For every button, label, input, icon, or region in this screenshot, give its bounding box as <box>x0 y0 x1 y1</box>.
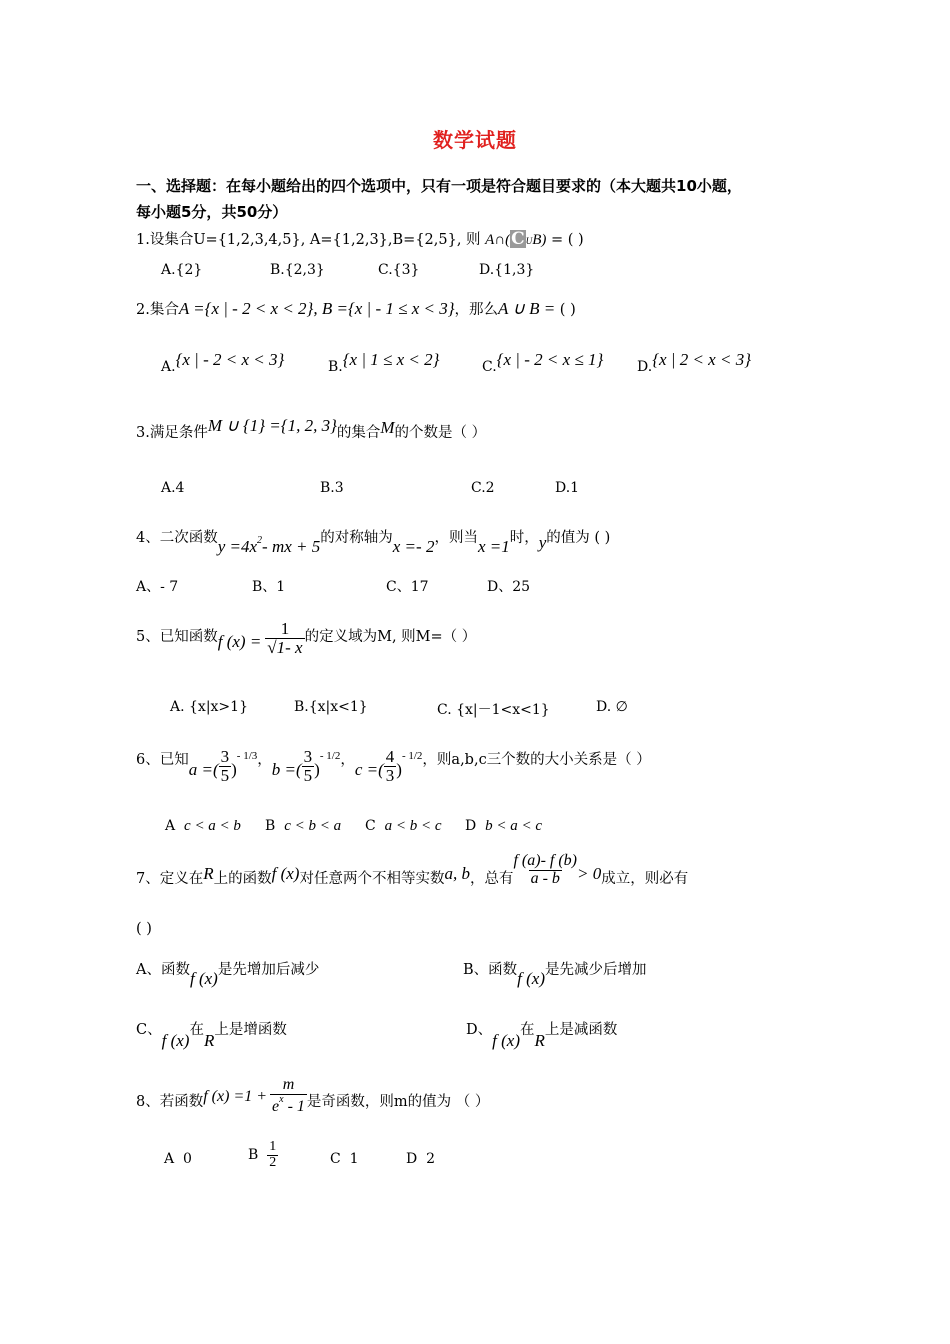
q8-prefix: 8、若函数 <box>136 1094 204 1110</box>
question-8 <box>136 1077 489 1116</box>
q4-mid: 的对称轴为 <box>320 530 393 546</box>
q7-option-c-text: 上是增函数 <box>214 1022 287 1038</box>
q2-option-d-expr: {x | 2 < x < 3} <box>652 350 751 369</box>
q8-den-rest: - 1 <box>287 1097 305 1115</box>
q6-c-num: 4 <box>385 747 395 766</box>
q7-option-b <box>463 958 647 988</box>
q6-option-d-letter: D <box>465 818 477 834</box>
q3-mid: 的集合 <box>336 425 381 441</box>
q7-mid2: 对任意两个不相等实数 <box>299 871 445 887</box>
q7-option-c-f: f (x) <box>161 1031 190 1050</box>
q6-c-close: ) <box>396 760 402 779</box>
q6-option-a-letter: A <box>165 818 176 834</box>
q7-option-c <box>136 1018 287 1050</box>
q8-numerator: m <box>282 1076 295 1093</box>
q6-option-c <box>365 818 442 835</box>
q8-option-b-den: 2 <box>269 1154 277 1170</box>
q1-expr-b: B) <box>532 232 547 248</box>
q8-lhs: f (x) =1 + <box>203 1088 268 1105</box>
complement-symbol: C <box>511 229 525 249</box>
q1-option-a: A.{2} <box>161 262 203 278</box>
q3-option-b: B.3 <box>320 480 344 496</box>
q6-option-d-expr: b < a < c <box>485 818 543 834</box>
q5-option-c: C. {x|－1<x<1} <box>437 702 550 718</box>
q7-option-d-text: 上是减函数 <box>544 1022 618 1038</box>
q6-b-den: 5 <box>303 765 313 785</box>
q6-b-exp: - 1/2 <box>319 750 341 762</box>
q6-a-den: 5 <box>220 765 230 785</box>
q6-c-den: 3 <box>385 765 395 785</box>
q4-option-b: B、1 <box>252 579 286 595</box>
question-4 <box>136 515 610 554</box>
q2-option-b-letter: B. <box>328 359 343 375</box>
q8-option-b-fraction <box>267 1140 278 1170</box>
q3-m: M <box>380 418 395 437</box>
q1-option-b: B.{2,3} <box>270 262 325 278</box>
page-title: 数学试题 <box>433 128 517 152</box>
q7-f: f (x) <box>271 864 300 883</box>
q7-option-a-letter: A、函数 <box>136 962 190 978</box>
q8-option-b-letter: B <box>248 1147 259 1164</box>
q5-prefix: 5、已知函数 <box>136 629 218 645</box>
q7-option-b-f: f (x) <box>517 969 545 988</box>
q5-denominator: √1- x <box>267 637 303 657</box>
q7-option-d-letter: D、 <box>466 1022 493 1038</box>
question-7 <box>136 853 688 888</box>
q8-option-b-num: 1 <box>269 1139 277 1154</box>
q7-option-d <box>466 1018 618 1050</box>
q6-b-num: 3 <box>303 747 313 766</box>
q5-fraction <box>265 620 304 657</box>
q1-complement-sub: U <box>525 236 533 246</box>
q5-lhs: f (x) = <box>217 632 262 651</box>
q1-option-d: D.{1,3} <box>479 262 535 278</box>
q3-option-c: C.2 <box>471 480 495 496</box>
question-1 <box>136 228 584 249</box>
q7-paren: ( ) <box>136 921 152 937</box>
q5-numerator: 1 <box>280 619 290 638</box>
q6-a-fraction <box>219 748 232 785</box>
q4-option-a: A、- 7 <box>136 579 179 595</box>
q4-mid2: ，则当 <box>434 530 478 546</box>
q4-option-d: D、25 <box>487 579 531 595</box>
q3-expr: M ∪ {1} ={1, 2, 3} <box>207 416 337 435</box>
q7-gt: > 0 <box>577 864 602 883</box>
q1-expr-a: A∩( <box>485 232 511 248</box>
question-5 <box>136 620 476 657</box>
q4-expr-y: y =4x <box>217 537 258 556</box>
q6-a-close: ) <box>231 760 237 779</box>
q2-suffix: ( ) <box>559 302 576 318</box>
q6-suffix: ，则a,b,c三个数的大小关系是（ ） <box>422 752 651 768</box>
q8-option-a-val: 0 <box>183 1151 192 1167</box>
q2-option-b-expr: {x | 1 ≤ x < 2} <box>342 350 440 369</box>
q7-numerator: f (a)- f (b) <box>513 852 577 869</box>
q6-b: b =( <box>271 760 302 779</box>
q2-option-c <box>482 350 604 376</box>
q6-option-b-expr: c < b < a <box>284 818 342 834</box>
q7-suffix: 成立，则必有 <box>601 871 689 887</box>
q2-expr2: A ∪ B = <box>498 299 556 318</box>
q6-b-close: ) <box>314 760 320 779</box>
q8-den-e: e <box>272 1097 280 1115</box>
q4-expr-rest: - mx + 5 <box>262 537 321 556</box>
q4-axis: x =- 2 <box>392 537 435 556</box>
q7-option-c-pre: 在 <box>189 1022 204 1038</box>
q6-option-c-letter: C <box>365 818 376 834</box>
q1-suffix: = ( ) <box>550 232 584 248</box>
q6-option-a <box>165 818 241 835</box>
q2-option-d <box>637 350 751 376</box>
q7-option-a <box>136 958 320 988</box>
q5-option-d: D. ∅ <box>596 699 628 715</box>
q7-prefix: 7、定义在 <box>136 871 204 887</box>
question-2 <box>136 297 576 322</box>
q4-suffix: 的值为 ( ) <box>546 530 611 546</box>
q4-prefix: 4、二次函数 <box>136 530 218 546</box>
q8-option-a-letter: A <box>164 1151 175 1167</box>
q3-prefix: 3.满足条件 <box>136 425 208 441</box>
q2-option-a-expr: {x | - 2 < x < 3} <box>175 350 285 369</box>
q7-r: R <box>203 864 214 883</box>
q2-option-c-letter: C. <box>482 359 497 375</box>
q8-suffix: 是奇函数，则m的值为 （ ） <box>306 1094 490 1110</box>
q6-option-c-expr: a < b < c <box>384 818 442 834</box>
q8-option-c-letter: C <box>330 1151 341 1167</box>
q6-option-d <box>465 818 542 835</box>
q1-prefix: 1.设集合U={1,2,3,4,5}, A={1,2,3},B={2,5}, 则 <box>136 232 481 248</box>
q7-option-d-r: R <box>534 1031 545 1050</box>
section-heading-line2: 每小题5分，共50分） <box>136 203 288 221</box>
q4-y: y <box>538 533 547 552</box>
q8-fraction <box>270 1077 307 1116</box>
q3-suffix: 的个数是（ ） <box>394 425 487 441</box>
q2-mid: ，那么 <box>454 302 499 318</box>
q8-option-c-val: 1 <box>349 1151 359 1167</box>
question-6 <box>136 744 651 785</box>
q7-option-c-r: R <box>203 1031 215 1050</box>
q7-option-a-f: f (x) <box>189 969 218 988</box>
q2-option-a <box>161 350 285 376</box>
q6-c-fraction <box>384 748 397 785</box>
q7-option-a-text: 是先增加后减少 <box>217 962 320 978</box>
q1-option-c: C.{3} <box>378 262 420 278</box>
q8-option-a <box>164 1151 192 1167</box>
q2-option-d-letter: D. <box>637 359 653 375</box>
q7-option-d-pre: 在 <box>519 1022 535 1038</box>
q6-b-fraction <box>302 748 315 785</box>
q7-mid: 上的函数 <box>213 871 272 887</box>
section-heading-line1: 一、选择题：在每小题给出的四个选项中，只有一项是符合题目要求的（本大题共10小题， <box>136 177 742 195</box>
q6-c: c =( <box>354 760 384 779</box>
q6-option-a-expr: c < a < b <box>184 818 241 834</box>
q5-option-b: B.{x|x<1} <box>294 699 368 715</box>
q7-option-b-letter: B、函数 <box>463 962 518 978</box>
question-3 <box>136 418 486 447</box>
q3-option-d: D.1 <box>555 480 580 496</box>
q7-ab: a, b <box>444 864 470 883</box>
q7-option-b-text: 是先减少后增加 <box>545 962 647 978</box>
q2-prefix: 2.集合 <box>136 302 179 318</box>
q8-denominator <box>270 1094 307 1116</box>
q7-denominator: a - b <box>530 869 560 887</box>
q2-option-b <box>328 350 440 376</box>
q8-den-exp: x <box>279 1093 284 1105</box>
q8-option-d <box>406 1151 435 1167</box>
q6-a-num: 3 <box>220 747 230 766</box>
q8-option-c <box>330 1151 359 1167</box>
q7-mid3: ，总有 <box>469 871 514 887</box>
q7-option-d-f: f (x) <box>492 1031 520 1050</box>
q8-option-d-letter: D <box>406 1151 418 1167</box>
q5-option-a: A. {x|x>1} <box>170 699 248 715</box>
q8-option-b <box>248 1140 278 1170</box>
q7-fraction <box>513 853 577 888</box>
q2-option-c-expr: {x | - 2 < x ≤ 1} <box>496 350 604 369</box>
q6-prefix: 6、已知 <box>136 752 189 768</box>
q5-suffix: 的定义域为M, 则M=（ ） <box>304 629 477 645</box>
q8-option-d-val: 2 <box>426 1151 436 1167</box>
q6-a: a =( <box>188 760 219 779</box>
q6-option-b-letter: B <box>265 818 276 834</box>
q4-option-c: C、17 <box>386 579 429 595</box>
q4-exp: 2 <box>257 535 263 546</box>
q4-cond: x =1 <box>477 537 510 556</box>
q6-option-b <box>265 818 341 835</box>
q2-expr: A ={x | - 2 < x < 2}, B ={x | - 1 ≤ x < 3} <box>178 299 455 318</box>
q6-c-exp: - 1/2 <box>401 750 423 762</box>
q7-option-c-letter: C、 <box>136 1022 162 1038</box>
q3-option-a: A.4 <box>161 480 185 496</box>
q6-sep2: ， <box>340 752 355 768</box>
q4-mid3: 时， <box>509 530 539 546</box>
q6-a-exp: - 1/3 <box>236 750 258 762</box>
q2-option-a-letter: A. <box>161 359 176 375</box>
q6-sep1: ， <box>257 752 272 768</box>
